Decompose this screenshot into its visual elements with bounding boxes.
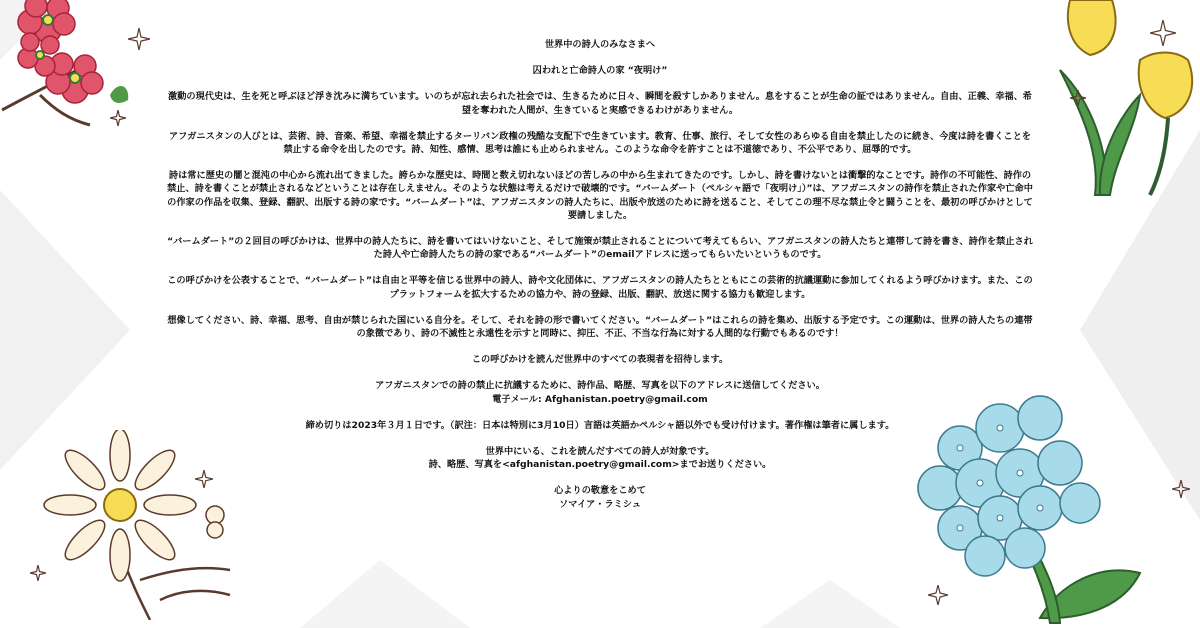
letter-subject: 囚われと亡命詩人の家 “夜明け”: [532, 65, 668, 77]
send-line: 詩、略歴、写真を<afghanistan.poetry@gmail.com>までお送りください。: [428, 459, 772, 471]
letter-paragraph: この呼びかけを公表することで、“バームダート”は自由と平等を信じる世界中の詩人、詩や文化団体に、アフガニスタンの詩人たちとともにこの芸術的抗議運動に参加してくれるよう呼びかけます。また、このプラットフォームを拡大するための協力や、詩の登録、出版、翻訳、放送に関する協力も歓迎します。: [167, 275, 1033, 300]
sparkle-icon: [110, 110, 126, 126]
letter-greeting: 世界中の詩人のみなさまへ: [544, 39, 656, 50]
sparkle-icon: [1150, 20, 1176, 46]
sparkle-icon: [1172, 480, 1190, 498]
sparkle-icon: [928, 585, 948, 605]
sparkle-icon: [30, 565, 46, 581]
email-line: 電子メール: Afghanistan.poetry@gmail.com: [492, 393, 708, 405]
sparkle-icon: [128, 28, 150, 50]
letter-paragraph: 想像してください、詩、幸福、思考、自由が禁じられた国にいる自分を。そして、それを詩の形で書いてください。“バームダート”はこれらの詩を集め、出版する予定です。この運動は、世界の詩人たちの連帯の象徴であり、詩の不滅性と永遠性を示すと同時に、抑圧、不正、不当な行為に対する人間的な行動でもあるのです！: [167, 314, 1033, 340]
deadline-line: 締め切りは2023年３月１日です。（訳注：日本は特別に3月10日）言語は英語かペルシャ語以外でも受け付けます。著作権は筆者に属します。: [305, 419, 895, 431]
letter-paragraph: 詩は常に歴史の闇と混沌の中心から流れ出てきました。誇らかな歴史は、時間と数え切れないほどの苦しみの中から生まれてきたのです。しかし、詩を書けないとは衝撃的なことです。詩作の不可能性、詩作の禁止、詩を書くことが禁止されるなどということは存在しえません。そのような状態は考えるだけで破壊的です。“バームダート（ペルシャ語で「夜明け」）”は、アフガニスタンの詩作を禁止された作家や亡命中の作家の作品を収集、登録、翻訳、出版する詩の家です。“バームダート”は、アフガニスタンの詩人たちに、出版や放送のために詩を送ること、そしてこの理不尽な禁止令と闘うことを、最初の呼びかけとして要請しました。: [167, 170, 1033, 221]
audience-line: 世界中にいる、これを読んだすべての詩人が対象です。: [485, 446, 715, 458]
letter-paragraph: “バームダート”の２回目の呼びかけは、世界中の詩人たちに、詩を書いてはいけないこと、そして施策が禁止されることについて考えてもらい、アフガニスタンの詩人たちと連帯して詩を書き、詩作を禁止された詩人や亡命詩人たちの詩の家である“バームダート”のemailアドレスに送ってもらいたいというものです。: [167, 236, 1033, 261]
sparkle-icon: [1070, 90, 1086, 106]
tulip-icon: [1040, 0, 1200, 200]
letter-paragraph: アフガニスタンの人びとは、芸術、詩、音楽、希望、幸福を禁止するターリバン政権の残酷な支配下で生きています。教育、仕事、旅行、そして女性のあらゆる自由を禁止したのに続き、今度は詩を書くことを禁止する命令を出したのです。詩、知性、感情、思考は誰にも止められません。このような命令を許すことは不道徳であり、不公平であり、屈辱的です。: [168, 130, 1032, 156]
signature: ソマイア・ラミシュ: [558, 498, 642, 510]
letter-paragraph: この呼びかけを読んだ世界中のすべての表現者を招待します。: [471, 354, 729, 366]
plum-blossom-icon: [0, 0, 150, 140]
submission-line: アフガニスタンでの詩の禁止に抗議するために、詩作品、略歴、写真を以下のアドレスに送信してください。: [375, 380, 825, 392]
letter-body: [165, 38, 1035, 511]
closing-line: 心よりの敬意をこめて: [554, 485, 646, 497]
letter-paragraph: 激動の現代史は、生を死と呼ぶほど浮き沈みに満ちています。いのちが忘れ去られた社会では、生きるために日々、瞬間を殺すしかありません。息をすることが生命の証ではありません。自由、正義、幸福、希望を奪われた人間が、生きていると実感できるわけがありません。: [168, 91, 1032, 116]
